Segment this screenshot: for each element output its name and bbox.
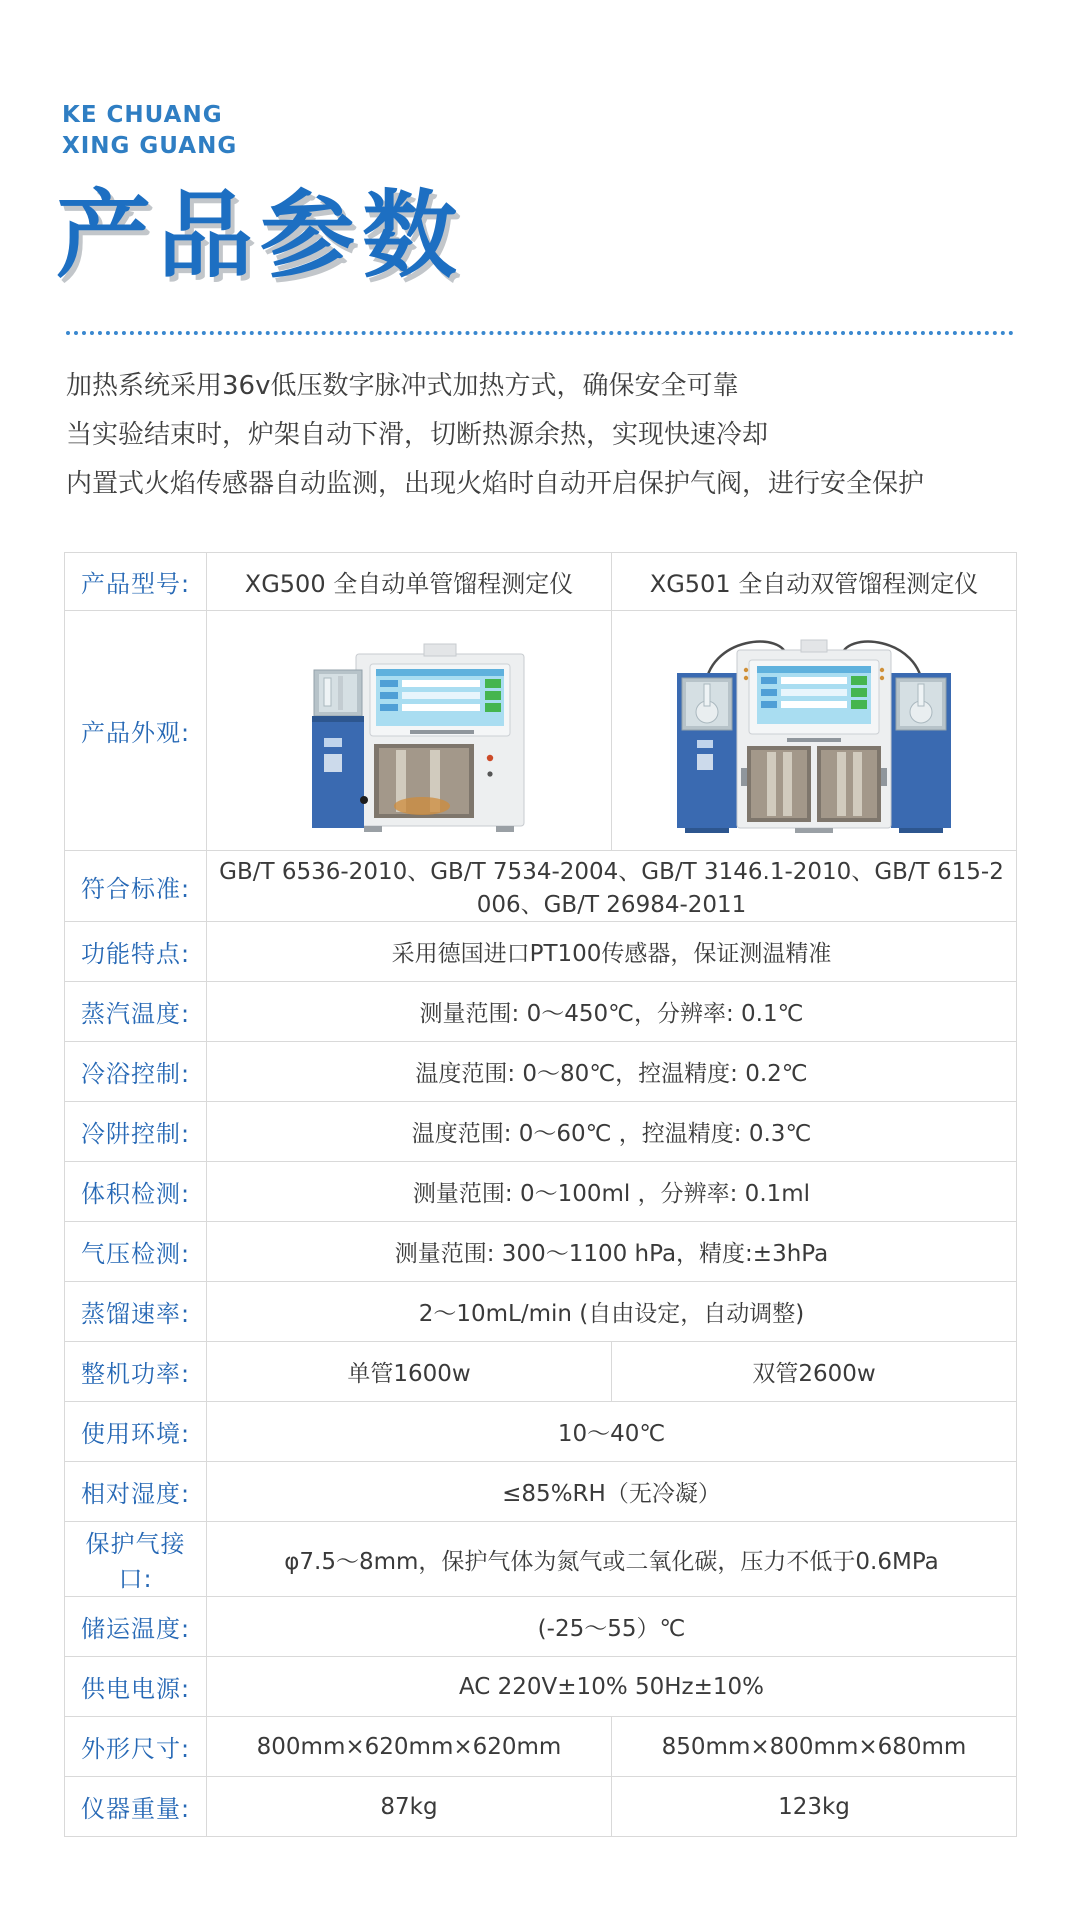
spec-label: 使用环境:	[65, 1402, 207, 1462]
spec-row	[65, 1522, 1017, 1597]
spec-label: 相对湿度:	[65, 1462, 207, 1522]
intro-text	[66, 362, 924, 509]
spec-value-xg501: 双管2600w	[612, 1342, 1017, 1402]
spec-value-xg500: 87kg	[207, 1777, 612, 1837]
spec-row	[65, 1777, 1017, 1837]
xg501-image-cell	[612, 611, 1017, 851]
spec-value: 温度范围: 0～80℃，控温精度: 0.2℃	[207, 1042, 1017, 1102]
spec-label: 蒸汽温度:	[65, 982, 207, 1042]
dotted-divider	[66, 331, 1014, 335]
intro-line-1: 加热系统采用36v低压数字脉冲式加热方式，确保安全可靠	[66, 371, 739, 401]
spec-label: 保护气接口:	[65, 1522, 207, 1597]
spec-label: 仪器重量:	[65, 1777, 207, 1837]
spec-row	[65, 1597, 1017, 1657]
spec-row	[65, 1222, 1017, 1282]
brand-line-1: KE CHUANG	[62, 102, 223, 128]
spec-row	[65, 982, 1017, 1042]
spec-value-xg500: 单管1600w	[207, 1342, 612, 1402]
spec-value: φ7.5～8mm，保护气体为氮气或二氧化碳，压力不低于0.6MPa	[207, 1522, 1017, 1597]
spec-row	[65, 1462, 1017, 1522]
spec-value: (-25～55）℃	[207, 1597, 1017, 1657]
brand-line-2: XING GUANG	[62, 133, 238, 159]
spec-label: 冷浴控制:	[65, 1042, 207, 1102]
spec-row	[65, 1162, 1017, 1222]
xg500-product-image	[264, 618, 554, 838]
spec-value: GB/T 6536-2010、GB/T 7534-2004、GB/T 3146.1-2010、GB/T 615-2006、GB/T 26984-2011	[207, 851, 1017, 922]
spec-value: 测量范围: 0～450℃，分辨率: 0.1℃	[207, 982, 1017, 1042]
spec-value-xg501: 123kg	[612, 1777, 1017, 1837]
spec-row	[65, 1342, 1017, 1402]
spec-value-xg500: 800mm×620mm×620mm	[207, 1717, 612, 1777]
spec-value: 温度范围: 0～60℃ ，控温精度: 0.3℃	[207, 1102, 1017, 1162]
spec-label: 整机功率:	[65, 1342, 207, 1402]
brand-text	[62, 100, 237, 162]
spec-label: 符合标准:	[65, 851, 207, 922]
spec-label: 产品外观:	[65, 611, 207, 851]
spec-row	[65, 851, 1017, 922]
model-name-xg501: XG501 全自动双管馏程测定仪	[612, 553, 1017, 611]
spec-row	[65, 1102, 1017, 1162]
spec-label: 储运温度:	[65, 1597, 207, 1657]
spec-value: 测量范围: 0～100ml ，分辨率: 0.1ml	[207, 1162, 1017, 1222]
spec-value: 10～40℃	[207, 1402, 1017, 1462]
spec-row	[65, 1282, 1017, 1342]
spec-value-xg501: 850mm×800mm×680mm	[612, 1717, 1017, 1777]
spec-value: AC 220V±10% 50Hz±10%	[207, 1657, 1017, 1717]
xg500-image-cell	[207, 611, 612, 851]
spec-label: 体积检测:	[65, 1162, 207, 1222]
spec-row	[65, 1042, 1017, 1102]
page-title: 产品参数	[56, 180, 465, 291]
spec-table	[64, 552, 1017, 1837]
spec-label: 蒸馏速率:	[65, 1282, 207, 1342]
spec-label: 功能特点:	[65, 922, 207, 982]
spec-value: 测量范围: 300～1100 hPa，精度:±3hPa	[207, 1222, 1017, 1282]
spec-value: 采用德国进口PT100传感器，保证测温精准	[207, 922, 1017, 982]
appearance-row	[65, 611, 1017, 851]
spec-value: ≤85%RH（无冷凝）	[207, 1462, 1017, 1522]
spec-row	[65, 922, 1017, 982]
spec-value: 2～10mL/min (自由设定，自动调整)	[207, 1282, 1017, 1342]
spec-label: 外形尺寸:	[65, 1717, 207, 1777]
intro-line-3: 内置式火焰传感器自动监测，出现火焰时自动开启保护气阀，进行安全保护	[66, 469, 925, 499]
model-name-xg500: XG500 全自动单管馏程测定仪	[207, 553, 612, 611]
spec-row	[65, 1657, 1017, 1717]
spec-row	[65, 1402, 1017, 1462]
spec-row	[65, 1717, 1017, 1777]
spec-label: 产品型号:	[65, 553, 207, 611]
xg501-product-image	[649, 618, 979, 838]
spec-label: 气压检测:	[65, 1222, 207, 1282]
model-row	[65, 553, 1017, 611]
spec-label: 供电电源:	[65, 1657, 207, 1717]
spec-label: 冷阱控制:	[65, 1102, 207, 1162]
intro-line-2: 当实验结束时，炉架自动下滑，切断热源余热，实现快速冷却	[66, 420, 769, 450]
